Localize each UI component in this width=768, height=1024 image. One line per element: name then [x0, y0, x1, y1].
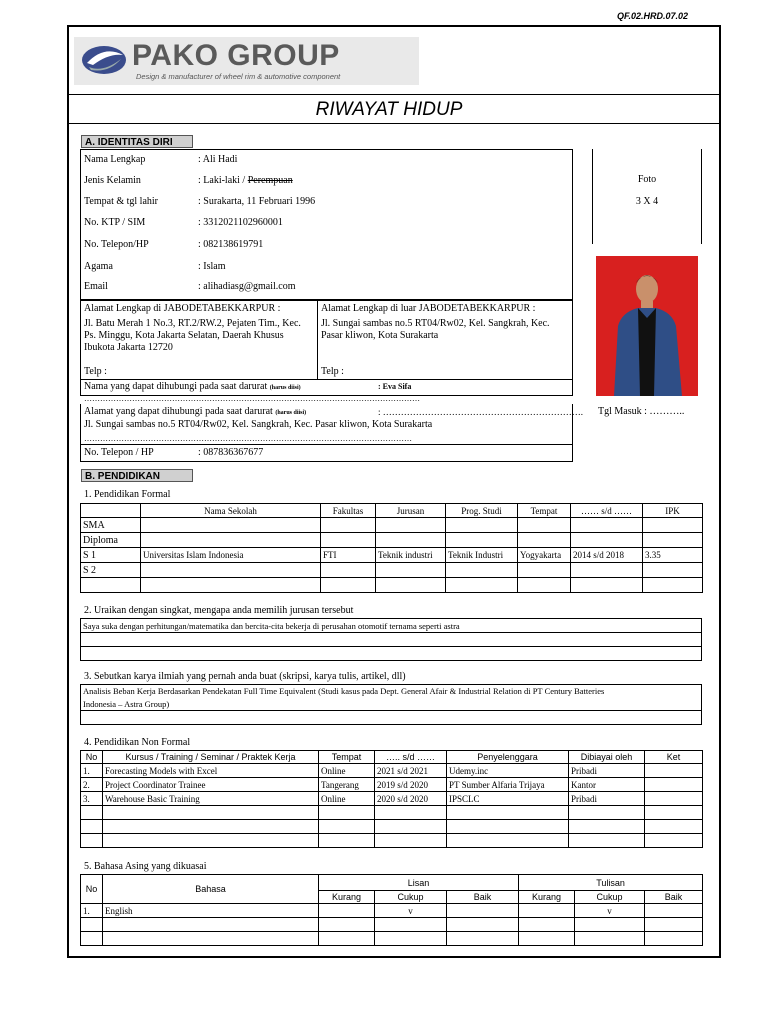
- company-logo: [74, 37, 419, 85]
- gender-struck: Perempuan: [247, 175, 293, 186]
- gender-selected: : Laki-laki /: [198, 175, 248, 186]
- cell: [518, 578, 571, 593]
- address-in-value: Jl. Batu Merah 1 No.3, RT.2/RW.2, Pejaten Tim., Kec. Ps. Minggu, Kota Jakarta Selatan, Daerah Khusus Ibukota Jakarta 12720: [84, 318, 301, 353]
- cell: [81, 806, 103, 820]
- cell: IPSCLC: [447, 792, 569, 806]
- cell: [519, 932, 575, 946]
- table-row: [81, 834, 703, 848]
- cell: v: [575, 904, 645, 918]
- reason-blank-line: [81, 633, 702, 647]
- language-header-spoken: Lisan: [319, 875, 519, 891]
- table-row: [81, 563, 703, 578]
- cell: [141, 533, 321, 548]
- cell: 2019 s/d 2020: [375, 778, 447, 792]
- cell: 1.: [81, 764, 103, 778]
- phone-value: : 082138619791: [198, 239, 264, 250]
- address-in-label: Alamat Lengkap di JABODETABEKKARPUR :: [84, 303, 281, 314]
- cell: [569, 834, 645, 848]
- cell: [447, 932, 519, 946]
- table-row: [81, 533, 703, 548]
- cell: Tangerang: [319, 778, 375, 792]
- emergency-phone-value: : 087836367677: [198, 447, 264, 458]
- table-row: [81, 918, 703, 932]
- emergency-address-note: (harus diisi): [275, 410, 307, 416]
- level-baik: Baik: [447, 891, 519, 904]
- cell: Kantor: [569, 778, 645, 792]
- cell: [81, 820, 103, 834]
- birth-label: Tempat & tgl lahir: [84, 196, 159, 207]
- religion-label: Agama: [84, 261, 113, 272]
- cell: [447, 904, 519, 918]
- formal-level: S 1: [81, 548, 141, 563]
- cell: [321, 563, 376, 578]
- cell: [321, 533, 376, 548]
- formal-level: SMA: [81, 518, 141, 533]
- cell: [81, 918, 103, 932]
- cell: Yogyakarta: [518, 548, 571, 563]
- cell: [645, 806, 703, 820]
- research-heading: 3. Sebutkan karya ilmiah yang pernah anda buat (skripsi, karya tulis, artikel, dll): [84, 671, 406, 682]
- cell: [519, 918, 575, 932]
- cell: [645, 932, 703, 946]
- cell: 3.: [81, 792, 103, 806]
- cell: English: [103, 904, 319, 918]
- research-answer-line-2: Indonesia – Astra Group): [81, 698, 702, 711]
- cell: [446, 578, 518, 593]
- cell: [103, 834, 319, 848]
- cell: [103, 932, 319, 946]
- email-label: Email: [84, 281, 108, 292]
- cell: [319, 932, 375, 946]
- cell: [569, 806, 645, 820]
- emergency-divider: [80, 444, 573, 445]
- cell: Online: [319, 764, 375, 778]
- cell: [319, 834, 375, 848]
- table-row: [81, 932, 703, 946]
- phone-label: No. Telepon/HP: [84, 239, 149, 250]
- applicant-photo: [596, 256, 698, 396]
- table-row: [81, 548, 703, 563]
- cell: Forecasting Models with Excel: [103, 764, 319, 778]
- emergency-contact-value: : Eva Sifa: [378, 382, 412, 391]
- cell: [319, 806, 375, 820]
- cell: [643, 578, 703, 593]
- level-kurang: Kurang: [519, 891, 575, 904]
- formal-header-place: Tempat: [518, 504, 571, 518]
- address-out-label: Alamat Lengkap di luar JABODETABEKKARPUR :: [321, 303, 536, 314]
- emergency-address-value: Jl. Sungai sambas no.5 RT04/Rw02, Kel. Sangkrah, Kec. Pasar kliwon, Kota Surakarta: [84, 419, 433, 430]
- level-kurang: Kurang: [319, 891, 375, 904]
- research-blank-line: [81, 711, 702, 725]
- cell: [319, 904, 375, 918]
- reason-answer: Saya suka dengan perhitungan/matematika dan bercita-cita bekerja di perusahan otomotif ternama seperti astra: [81, 619, 702, 633]
- language-heading: 5. Bahasa Asing yang dikuasai: [84, 861, 207, 872]
- pako-swoosh-icon: [79, 43, 129, 77]
- cell: [447, 806, 569, 820]
- formal-header-school: Nama Sekolah: [141, 504, 321, 518]
- cell: v: [375, 904, 447, 918]
- cell: [571, 533, 643, 548]
- emergency-contact-text: Nama yang dapat dihubungi pada saat darurat: [84, 381, 268, 392]
- cell: Udemy.inc: [447, 764, 569, 778]
- cell: [375, 806, 447, 820]
- cell: 2.: [81, 778, 103, 792]
- research-answer-line-1: Analisis Beban Kerja Berdasarkan Pendekatan Full Time Equivalent (Studi kasus pada Dept. General Afair & Industrial Relation di PT Century Batteries: [81, 685, 702, 698]
- nonformal-header-note: Ket: [645, 751, 703, 764]
- formal-header-major: Jurusan: [376, 504, 446, 518]
- cell: [376, 578, 446, 593]
- formal-level: Diploma: [81, 533, 141, 548]
- nonformal-table: [80, 750, 703, 848]
- cell: Online: [319, 792, 375, 806]
- language-table: [80, 874, 703, 946]
- cell: [645, 918, 703, 932]
- cell: [446, 563, 518, 578]
- cell: Teknik Industri: [446, 548, 518, 563]
- cell: [575, 918, 645, 932]
- nonformal-header-period: ….. s/d ……: [375, 751, 447, 764]
- emergency-address-dots: : ………………………………………………………….: [378, 407, 584, 417]
- formal-header-faculty: Fakultas: [321, 504, 376, 518]
- reason-table: [80, 618, 702, 661]
- photo-label: Foto: [637, 174, 657, 185]
- cell: 3.35: [643, 548, 703, 563]
- cell: [375, 918, 447, 932]
- cell: [376, 563, 446, 578]
- level-cukup: Cukup: [375, 891, 447, 904]
- cell: [375, 820, 447, 834]
- cell: [571, 563, 643, 578]
- cell: [321, 518, 376, 533]
- cell: Universitas Islam Indonesia: [141, 548, 321, 563]
- cell: 2014 s/d 2018: [571, 548, 643, 563]
- ktp-label: No. KTP / SIM: [84, 217, 146, 228]
- nonformal-header-place: Tempat: [319, 751, 375, 764]
- form-code: QF.02.HRD.07.02: [616, 11, 688, 21]
- logo-tagline: Design & manufacturer of wheel rim & automotive component: [136, 72, 341, 81]
- cell: [569, 820, 645, 834]
- reason-heading: 2. Uraikan dengan singkat, mengapa anda memilih jurusan tersebut: [84, 605, 354, 616]
- section-b-header: B. PENDIDIKAN: [81, 469, 193, 482]
- cell: [447, 820, 569, 834]
- ktp-value: : 3312021102960001: [198, 217, 283, 228]
- nonformal-heading: 4. Pendidikan Non Formal: [84, 737, 191, 748]
- gender-label: Jenis Kelamin: [84, 175, 141, 186]
- cell: [571, 518, 643, 533]
- table-row: [81, 764, 703, 778]
- cell: [645, 792, 703, 806]
- table-row: [81, 518, 703, 533]
- cell: [141, 578, 321, 593]
- cell: PT Sumber Alfaria Trijaya: [447, 778, 569, 792]
- formal-level: S 2: [81, 563, 141, 578]
- cell: 1.: [81, 904, 103, 918]
- cell: [375, 932, 447, 946]
- table-row: [81, 904, 703, 918]
- emergency-address-label: [84, 406, 306, 417]
- logo-name: PAKO GROUP: [132, 39, 340, 72]
- cell: [643, 518, 703, 533]
- research-table: [80, 684, 702, 725]
- section-a-header: A. IDENTITAS DIRI: [81, 135, 193, 148]
- table-row: [81, 806, 703, 820]
- emergency-contact-label: [84, 381, 301, 392]
- address-in-telp: Telp :: [84, 366, 107, 377]
- cell: [376, 518, 446, 533]
- cell: 2020 s/d 2020: [375, 792, 447, 806]
- nonformal-header-organizer: Penyelenggara: [447, 751, 569, 764]
- formal-header-period: …… s/d ……: [571, 504, 643, 518]
- cell: [519, 904, 575, 918]
- language-header-language: Bahasa: [103, 875, 319, 904]
- emergency-phone-label: No. Telepon / HP: [84, 447, 154, 458]
- formal-level: [81, 578, 141, 593]
- cell: Warehouse Basic Training: [103, 792, 319, 806]
- cell: 2021 s/d 2021: [375, 764, 447, 778]
- cell: [643, 563, 703, 578]
- formal-header-program: Prog. Studi: [446, 504, 518, 518]
- level-cukup: Cukup: [575, 891, 645, 904]
- cell: [321, 578, 376, 593]
- emergency-address-text: Alamat yang dapat dihubungi pada saat darurat: [84, 406, 273, 417]
- cell: [575, 932, 645, 946]
- cell: [447, 834, 569, 848]
- cell: [141, 563, 321, 578]
- cell: [81, 834, 103, 848]
- language-header-no: No: [81, 875, 103, 904]
- cell: [645, 834, 703, 848]
- cell: [645, 764, 703, 778]
- cell: [103, 820, 319, 834]
- cell: [643, 533, 703, 548]
- cell: [645, 778, 703, 792]
- formal-header-gpa: IPK: [643, 504, 703, 518]
- tgl-masuk: Tgl Masuk : ………..: [598, 406, 685, 417]
- cell: [319, 820, 375, 834]
- formal-heading: 1. Pendidikan Formal: [84, 489, 171, 500]
- nonformal-header-no: No: [81, 751, 103, 764]
- birth-value: : Surakarta, 11 Februari 1996: [198, 196, 316, 207]
- cell: [446, 518, 518, 533]
- address-out-telp: Telp :: [321, 366, 344, 377]
- cell: [645, 904, 703, 918]
- identity-box: [80, 149, 573, 300]
- address-out-value: Jl. Sungai sambas no.5 RT04/Rw02, Kel. Sangkrah, Kec. Pasar kliwon, Kota Surakarta: [321, 318, 550, 341]
- cell: [103, 918, 319, 932]
- cell: Project Coordinator Trainee: [103, 778, 319, 792]
- formal-education-table: [80, 503, 703, 593]
- cell: [518, 533, 571, 548]
- emergency-contact-note: (harus diisi): [269, 385, 301, 391]
- formal-header-blank: [81, 504, 141, 518]
- language-header-written: Tulisan: [519, 875, 703, 891]
- cell: [571, 578, 643, 593]
- page-title: RIWAYAT HIDUP: [315, 99, 463, 120]
- cell: [518, 563, 571, 578]
- gender-value: [198, 175, 293, 186]
- email-value: : alihadiasg@gmail.com: [198, 281, 296, 292]
- cell: [375, 834, 447, 848]
- divider: [67, 94, 721, 95]
- emergency-dots-2: ……………………………………………………………………………………………………………: [84, 434, 412, 443]
- nonformal-header-funded: Dibiayai oleh: [569, 751, 645, 764]
- cell: [141, 518, 321, 533]
- table-row: [81, 792, 703, 806]
- cell: [376, 533, 446, 548]
- cell: [103, 806, 319, 820]
- emergency-dots: ………………………………………………………………………………………………………………: [84, 394, 420, 403]
- divider: [67, 123, 721, 124]
- cell: [319, 918, 375, 932]
- name-value: : Ali Hadi: [198, 154, 238, 165]
- table-row: [81, 820, 703, 834]
- cell: [446, 533, 518, 548]
- cell: Pribadi: [569, 764, 645, 778]
- level-baik: Baik: [645, 891, 703, 904]
- table-row: [81, 578, 703, 593]
- cell: FTI: [321, 548, 376, 563]
- cell: Pribadi: [569, 792, 645, 806]
- cell: [447, 918, 519, 932]
- religion-value: : Islam: [198, 261, 226, 272]
- cell: [645, 820, 703, 834]
- reason-blank-line: [81, 647, 702, 661]
- cell: [518, 518, 571, 533]
- photo-size: 3 X 4: [635, 196, 659, 207]
- cell: [81, 932, 103, 946]
- table-row: [81, 778, 703, 792]
- name-label: Nama Lengkap: [84, 154, 146, 165]
- nonformal-header-course: Kursus / Training / Seminar / Praktek Kerja: [103, 751, 319, 764]
- cell: Teknik industri: [376, 548, 446, 563]
